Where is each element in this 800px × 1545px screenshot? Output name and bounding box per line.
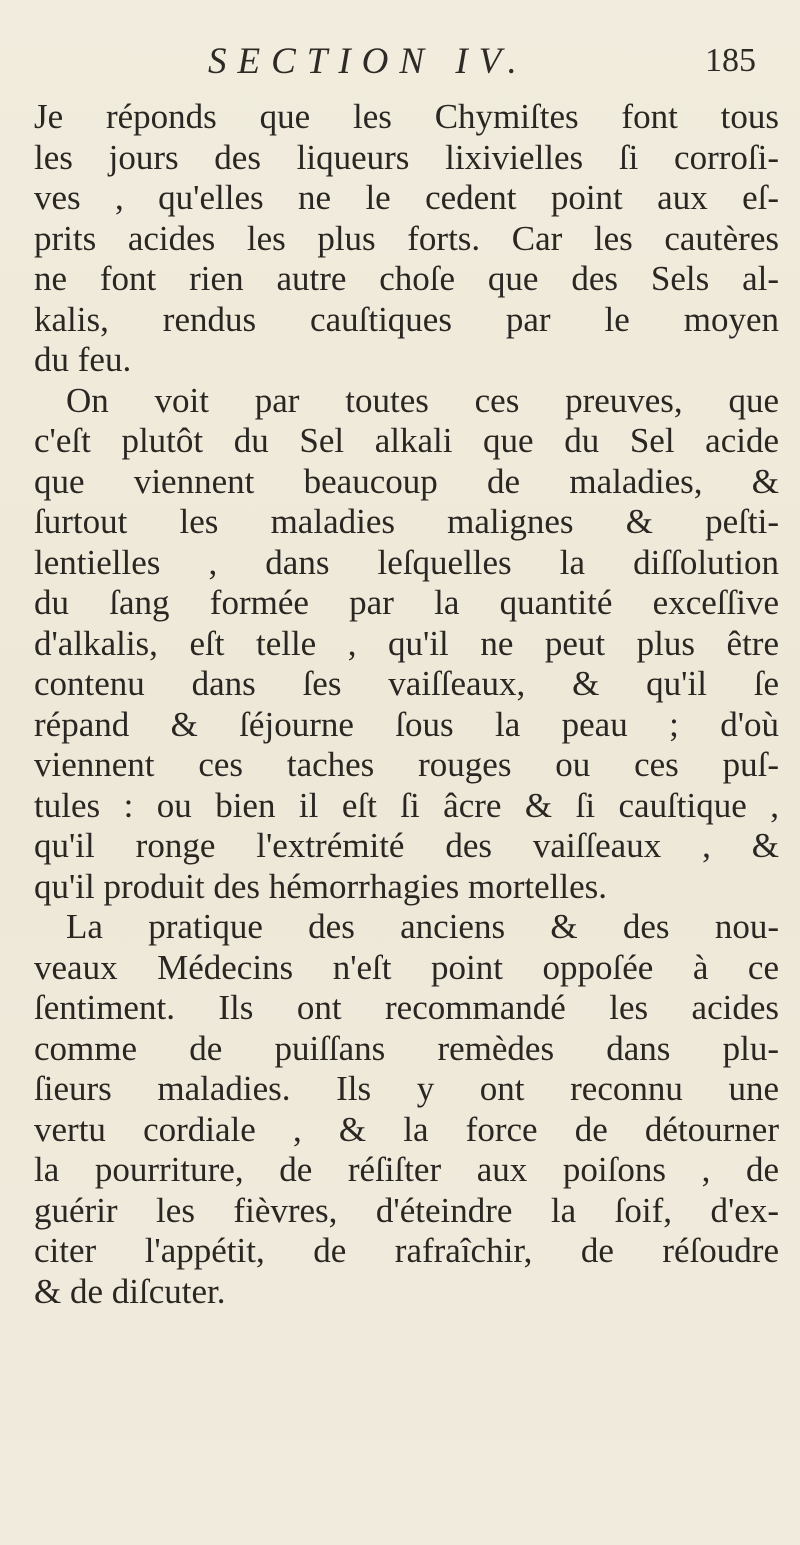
text-line: c'eſt plutôt du Sel alkali que du Sel acide xyxy=(34,421,779,460)
text-line: comme de puiſſans remèdes dans plu- xyxy=(34,1028,779,1068)
text-line: La pratique des anciens & des nou- xyxy=(66,907,779,946)
text-line: lentielles , dans leſquelles la diſſolution xyxy=(34,542,779,582)
text-line: tules : ou bien il eſt ſi âcre & ſi cauſtique , xyxy=(34,785,779,825)
text-line: prits acides les plus forts. Car les cautères xyxy=(34,218,779,258)
text-line: la pourriture, de réſiſter aux poiſons , de xyxy=(34,1150,779,1189)
text-line: & de diſcuter. xyxy=(34,1271,226,1311)
text-line: qu'il produit des hémorrhagies mortelles. xyxy=(34,866,607,906)
text-line: du ſang formée par la quantité exceſſive xyxy=(34,583,779,622)
text-line: ves , qu'elles ne le cedent point aux eſ- xyxy=(34,178,779,217)
text-line: du feu. xyxy=(34,340,132,379)
text-line: veaux Médecins n'eſt point oppoſée à ce xyxy=(34,947,779,987)
text-line: guérir les fièvres, d'éteindre la ſoif, d'ex- xyxy=(34,1190,779,1230)
text-line: vertu cordiale , & la force de détourner xyxy=(34,1109,779,1149)
text-line: Je réponds que les Chymiſtes font tous xyxy=(34,97,779,136)
text-line: ne font rien autre choſe que des Sels al- xyxy=(34,259,779,298)
text-line: kalis, rendus cauſtiques par le moyen xyxy=(34,299,779,339)
text-line: que viennent beaucoup de maladies, & xyxy=(34,461,779,501)
text-line: ſentiment. Ils ont recommandé les acides xyxy=(34,988,779,1027)
text-line: ſurtout les maladies malignes & peſti- xyxy=(34,502,779,541)
text-line: On voit par toutes ces preuves, que xyxy=(66,380,779,420)
paragraph xyxy=(34,907,779,1312)
paragraph xyxy=(34,97,779,381)
text-line: d'alkalis, eſt telle , qu'il ne peut plus être xyxy=(34,623,779,663)
body-text xyxy=(34,97,779,1312)
paragraph xyxy=(34,381,779,908)
text-line: ſieurs maladies. Ils y ont reconnu une xyxy=(34,1069,779,1108)
text-line: les jours des liqueurs lixivielles ſi corroſi- xyxy=(34,137,779,177)
text-line: répand & ſéjourne ſous la peau ; d'où xyxy=(34,704,779,744)
text-line: qu'il ronge l'extrémité des vaiſſeaux , & xyxy=(34,826,779,865)
page-number: 185 xyxy=(705,42,756,79)
text-line: viennent ces taches rouges ou ces puſ- xyxy=(34,745,779,784)
page-header xyxy=(0,40,800,100)
text-line: contenu dans ſes vaiſſeaux, & qu'il ſe xyxy=(34,664,779,703)
running-head: SECTION IV. xyxy=(208,41,528,82)
text-line: citer l'appétit, de rafraîchir, de réſoudre xyxy=(34,1231,779,1270)
